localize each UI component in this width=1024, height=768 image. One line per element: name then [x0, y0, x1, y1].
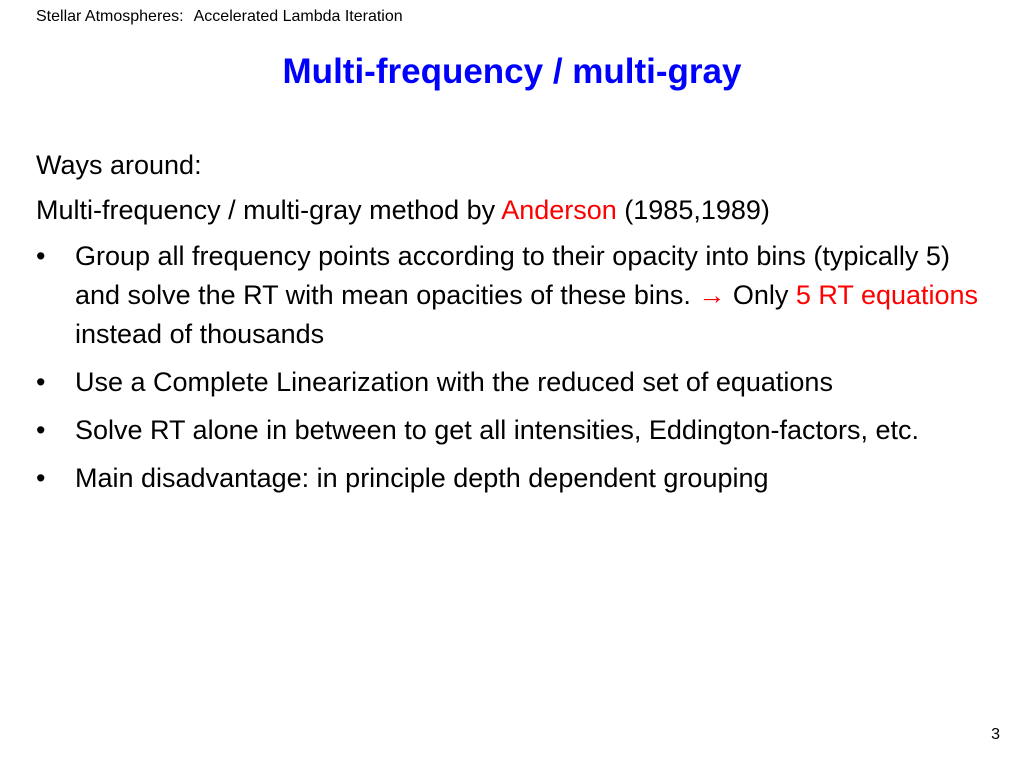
bullet-text: Solve RT alone in between to get all intensities, Eddington-factors, etc. — [75, 415, 920, 445]
bullet-item-linearization — [36, 363, 986, 402]
bullet-text: instead of thousands — [75, 319, 325, 349]
highlight-text: 5 RT equations — [795, 280, 979, 310]
method-text: Multi-frequency / multi-gray method by — [36, 195, 502, 225]
bullet-item-disadvantage — [36, 459, 986, 498]
bullet-text: Only — [725, 280, 796, 310]
slide-title: Multi-frequency / multi-gray — [282, 52, 742, 91]
bullet-dot-icon: • — [36, 367, 46, 397]
author-name: Anderson — [501, 195, 617, 225]
page-number: 3 — [991, 726, 1000, 743]
intro-line-method — [36, 192, 986, 228]
bullet-item-solve-rt — [36, 411, 986, 450]
header-topic: Accelerated Lambda Iteration — [193, 8, 403, 25]
intro-line-ways-around: Ways around: — [36, 150, 202, 180]
bullet-dot-icon: • — [36, 415, 46, 445]
bullet-dot-icon: • — [36, 241, 46, 271]
right-arrow-icon: → — [698, 280, 726, 310]
bullet-text: Use a Complete Linearization with the reduced set of equations — [75, 367, 833, 397]
bullet-dot-icon: • — [36, 463, 46, 493]
header-course: Stellar Atmospheres: — [36, 8, 184, 25]
method-years: (1985,1989) — [616, 195, 770, 225]
slide-header — [36, 8, 403, 26]
bullet-text: Main disadvantage: in principle depth dependent grouping — [75, 463, 769, 493]
bullet-text: Group all frequency points according to their opacity into bins (typically 5) and solve the RT with mean opacities of these bins. — [75, 241, 950, 310]
bullet-list — [36, 237, 986, 498]
slide-body — [36, 147, 986, 507]
bullet-item-grouping — [36, 237, 986, 354]
